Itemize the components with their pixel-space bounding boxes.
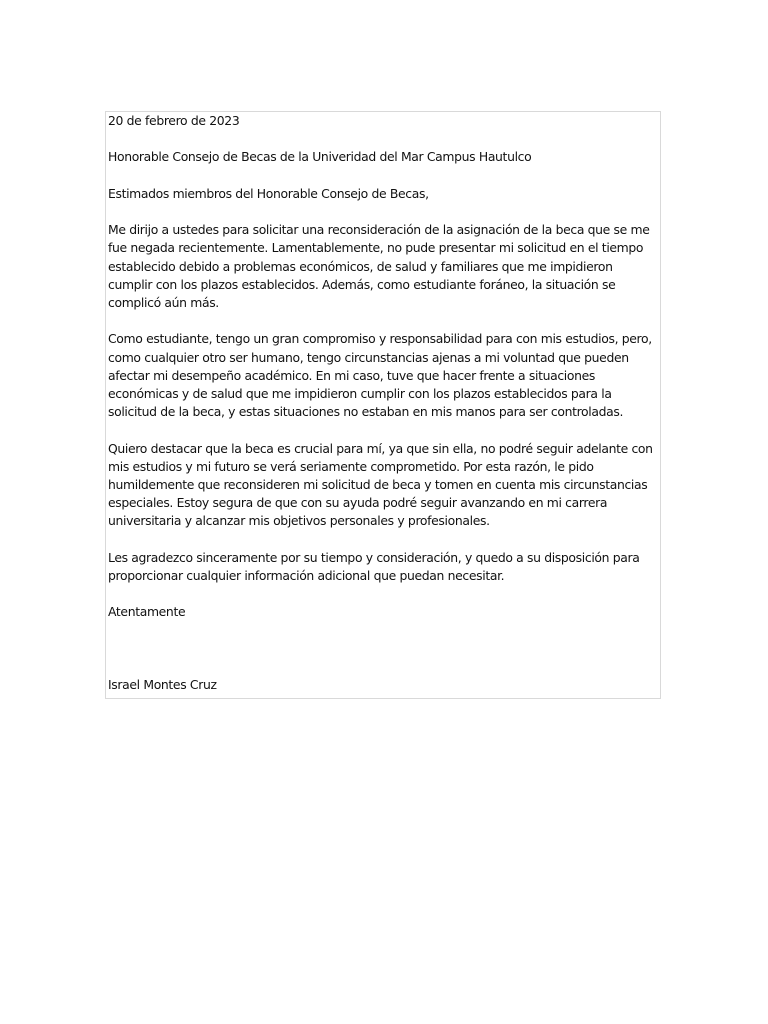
letter-recipient: Honorable Consejo de Becas de la Univeridad del Mar Campus Hautulco	[108, 149, 532, 165]
letter-paragraph-3: Quiero destacar que la beca es crucial para mí, ya que sin ella, no podré seguir adelante con mis estudios y mi futuro se verá seriamente comprometido. Por esta razón, le pido humildemente que reconsideren mi solicitud de beca y tomen en cuenta mis circunstancias especiales. Estoy segura de que con su ayuda podré seguir avanzando en mi carrera universitaria y alcanzar mis objetivos personales y profesionales.	[108, 440, 653, 529]
letter-closing: Atentamente	[108, 604, 186, 620]
spacer	[108, 312, 658, 330]
letter-body	[105, 111, 661, 699]
letter-date: 20 de febrero de 2023	[108, 113, 240, 128]
letter-signature: Israel Montes Cruz	[108, 677, 217, 693]
letter-paragraph-1: Me dirijo a ustedes para solicitar una reconsideración de la asignación de la beca que se me fue negada recientemente. Lamentablemente, no pude presentar mi solicitud en el tiempo establecido debido a problemas económicos, de salud y familiares que me impidieron cumplir con los plazos establecidos. Además, como estudiante foráneo, la situación se complicó aún más.	[108, 222, 650, 310]
letter-paragraph-2: Como estudiante, tengo un gran compromiso y responsabilidad para con mis estudios, pero, como cualquier otro ser humano, tengo circunstancias ajenas a mi voluntad que pueden afectar mi desempeño académico. En mi caso, tuve que hacer frente a situaciones económicas y de salud que me impidieron cumplir con los plazos establecidos para la solicitud de la beca, y estas situaciones no estaban en mis manos para ser controladas.	[108, 331, 652, 420]
spacer	[108, 167, 658, 185]
letter-paragraph-4: Les agradezco sinceramente por su tiempo y consideración, y quedo a su disposición para proporcionar cualquier información adicional que puedan necesitar.	[108, 549, 640, 583]
spacer	[108, 531, 658, 549]
spacer	[108, 130, 658, 148]
spacer	[108, 203, 658, 221]
spacer	[108, 585, 658, 603]
letter-greeting: Estimados miembros del Honorable Consejo de Becas,	[108, 185, 429, 201]
signature-spacer	[108, 622, 658, 677]
spacer	[108, 421, 658, 439]
